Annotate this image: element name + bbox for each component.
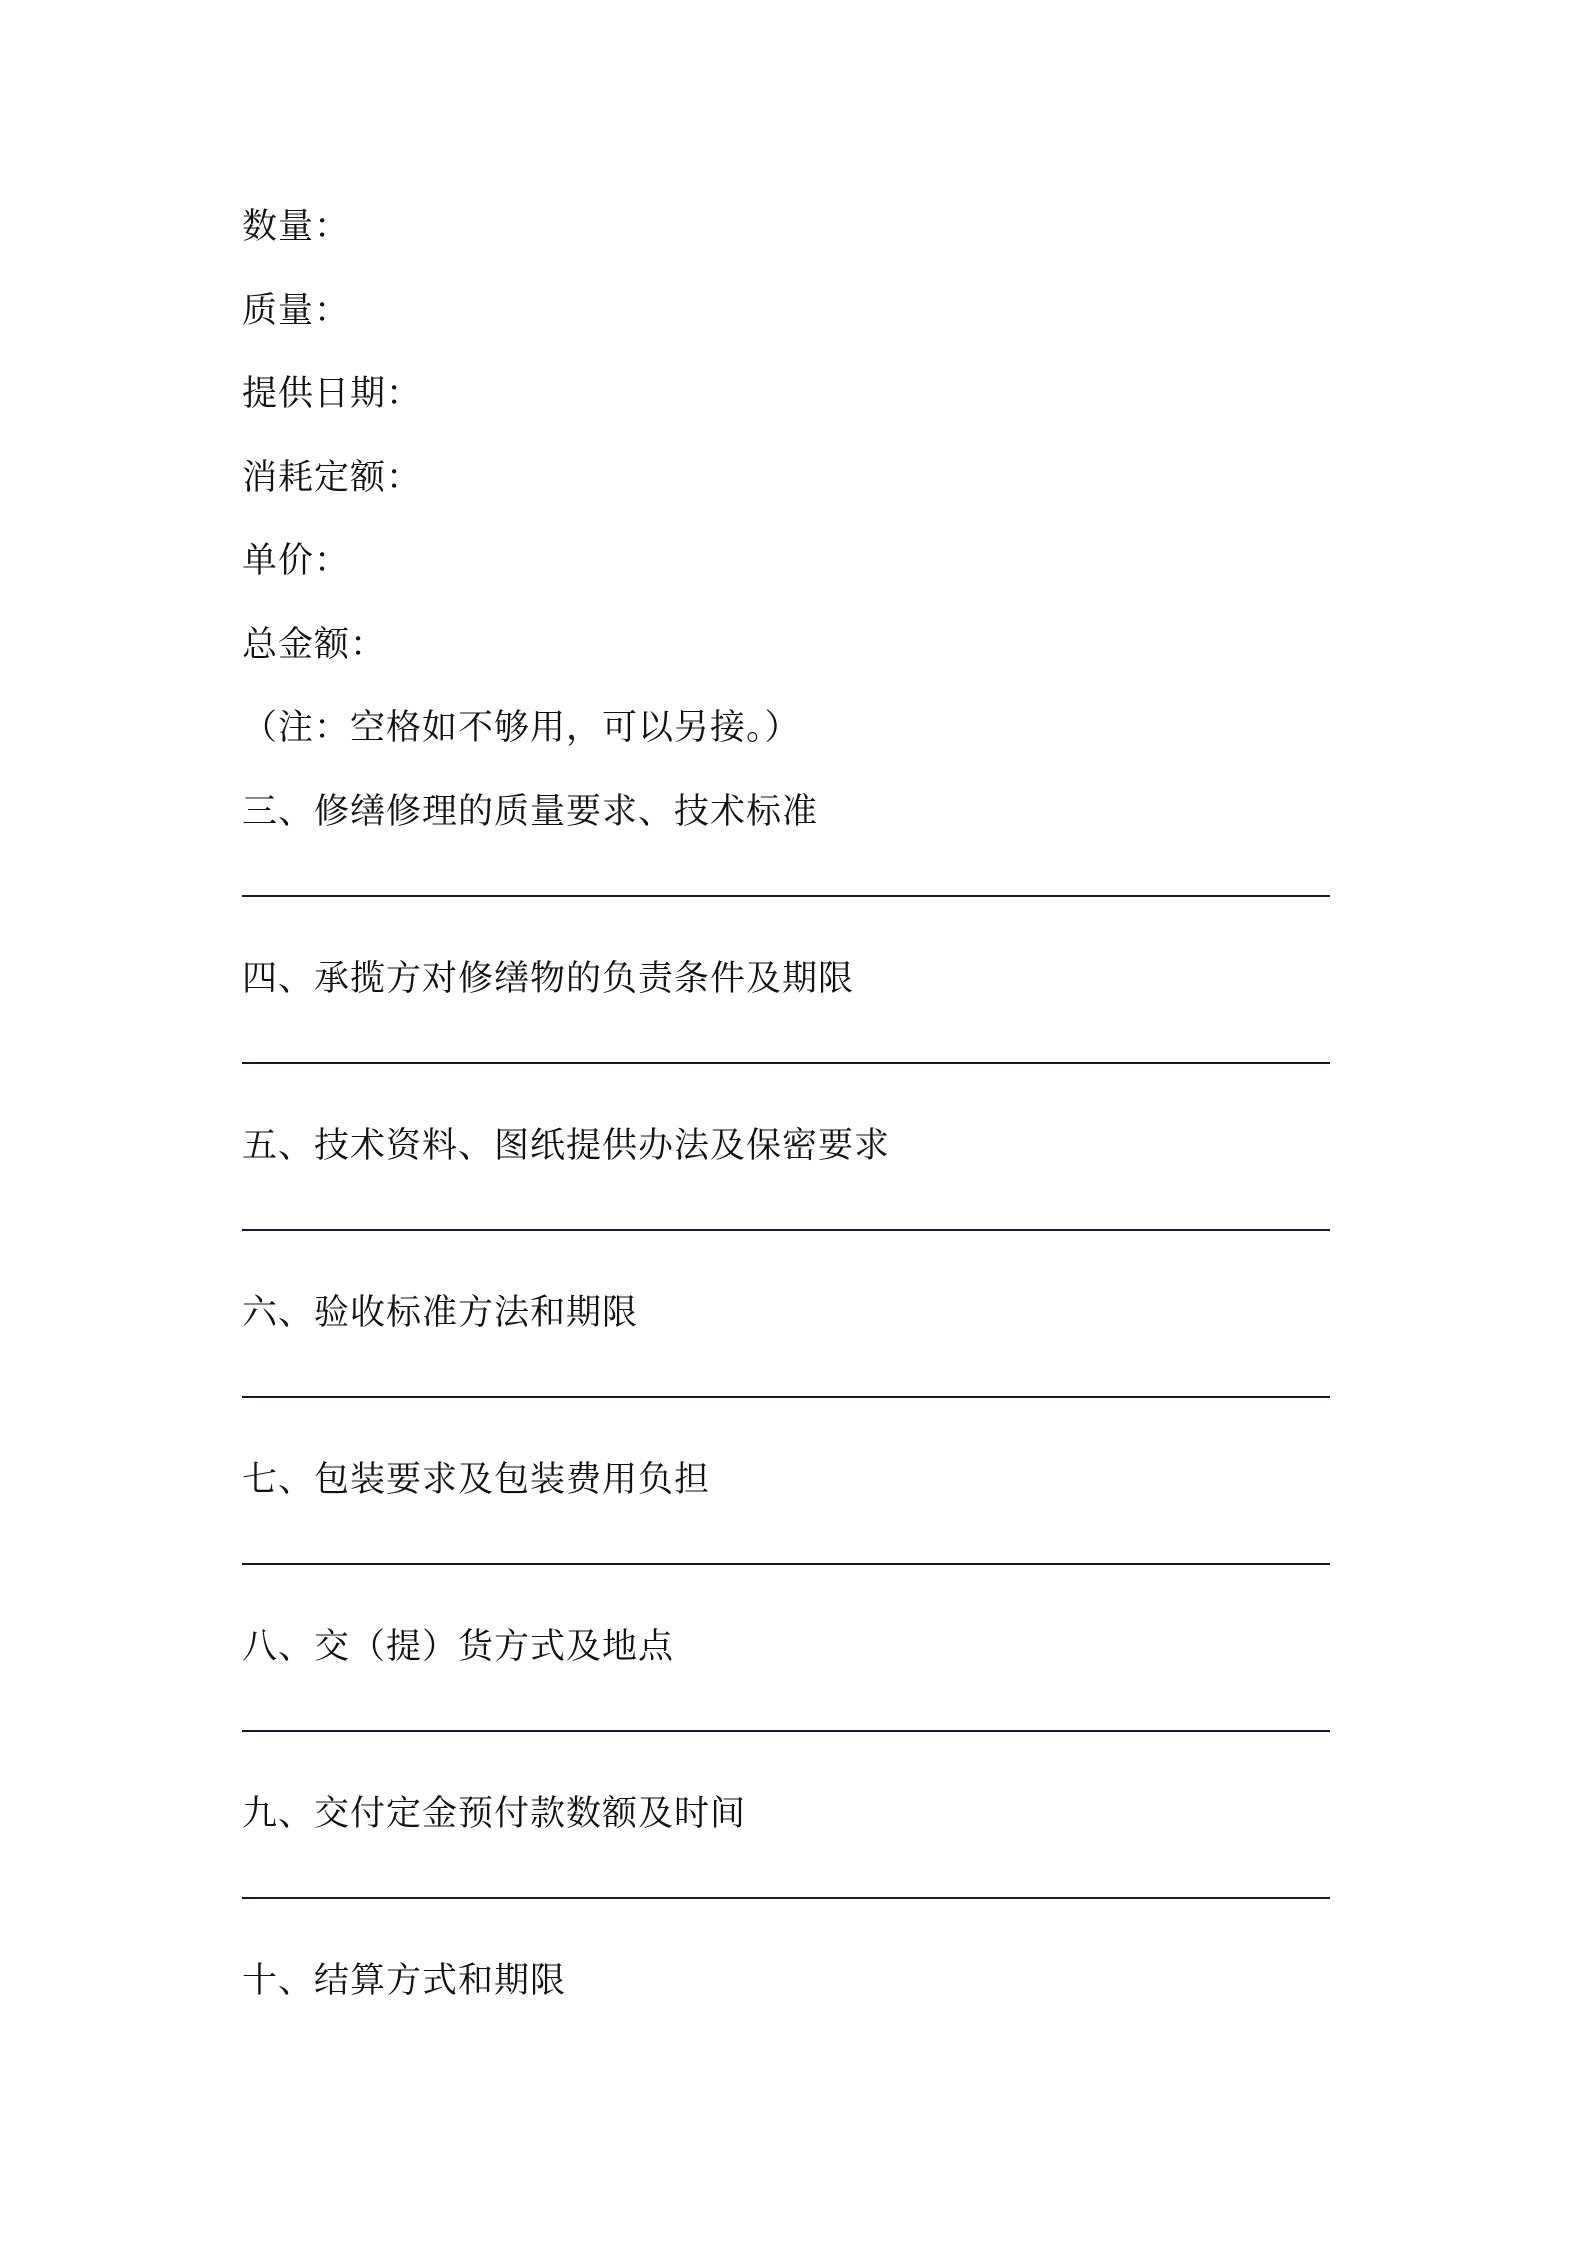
field-quality: 质量：: [242, 291, 351, 331]
field-total-amount: 总金额：: [242, 625, 387, 665]
field-quantity: 数量：: [242, 207, 351, 247]
blank-underline: [242, 895, 1330, 897]
section-heading-7: 七、包装要求及包装费用负担: [242, 1460, 711, 1500]
section-heading-8: 八、交（提）货方式及地点: [242, 1627, 675, 1667]
section-heading-4: 四、承揽方对修缮物的负责条件及期限: [242, 959, 855, 999]
section-heading-9: 九、交付定金预付款数额及时间: [242, 1794, 747, 1834]
field-consumption-quota: 消耗定额：: [242, 458, 423, 498]
blank-underline: [242, 1062, 1330, 1064]
section-heading-3: 三、修缮修理的质量要求、技术标准: [242, 792, 819, 832]
field-supply-date: 提供日期：: [242, 374, 423, 414]
blank-underline: [242, 1897, 1330, 1899]
section-heading-10: 十、结算方式和期限: [242, 1961, 567, 2001]
blank-underline: [242, 1396, 1330, 1398]
note-text: （注：空格如不够用，可以另接。）: [242, 708, 801, 748]
field-unit-price: 单价：: [242, 541, 351, 581]
section-heading-6: 六、验收标准方法和期限: [242, 1293, 639, 1333]
blank-underline: [242, 1730, 1330, 1732]
blank-underline: [242, 1563, 1330, 1565]
blank-underline: [242, 1229, 1330, 1231]
section-heading-5: 五、技术资料、图纸提供办法及保密要求: [242, 1126, 891, 1166]
